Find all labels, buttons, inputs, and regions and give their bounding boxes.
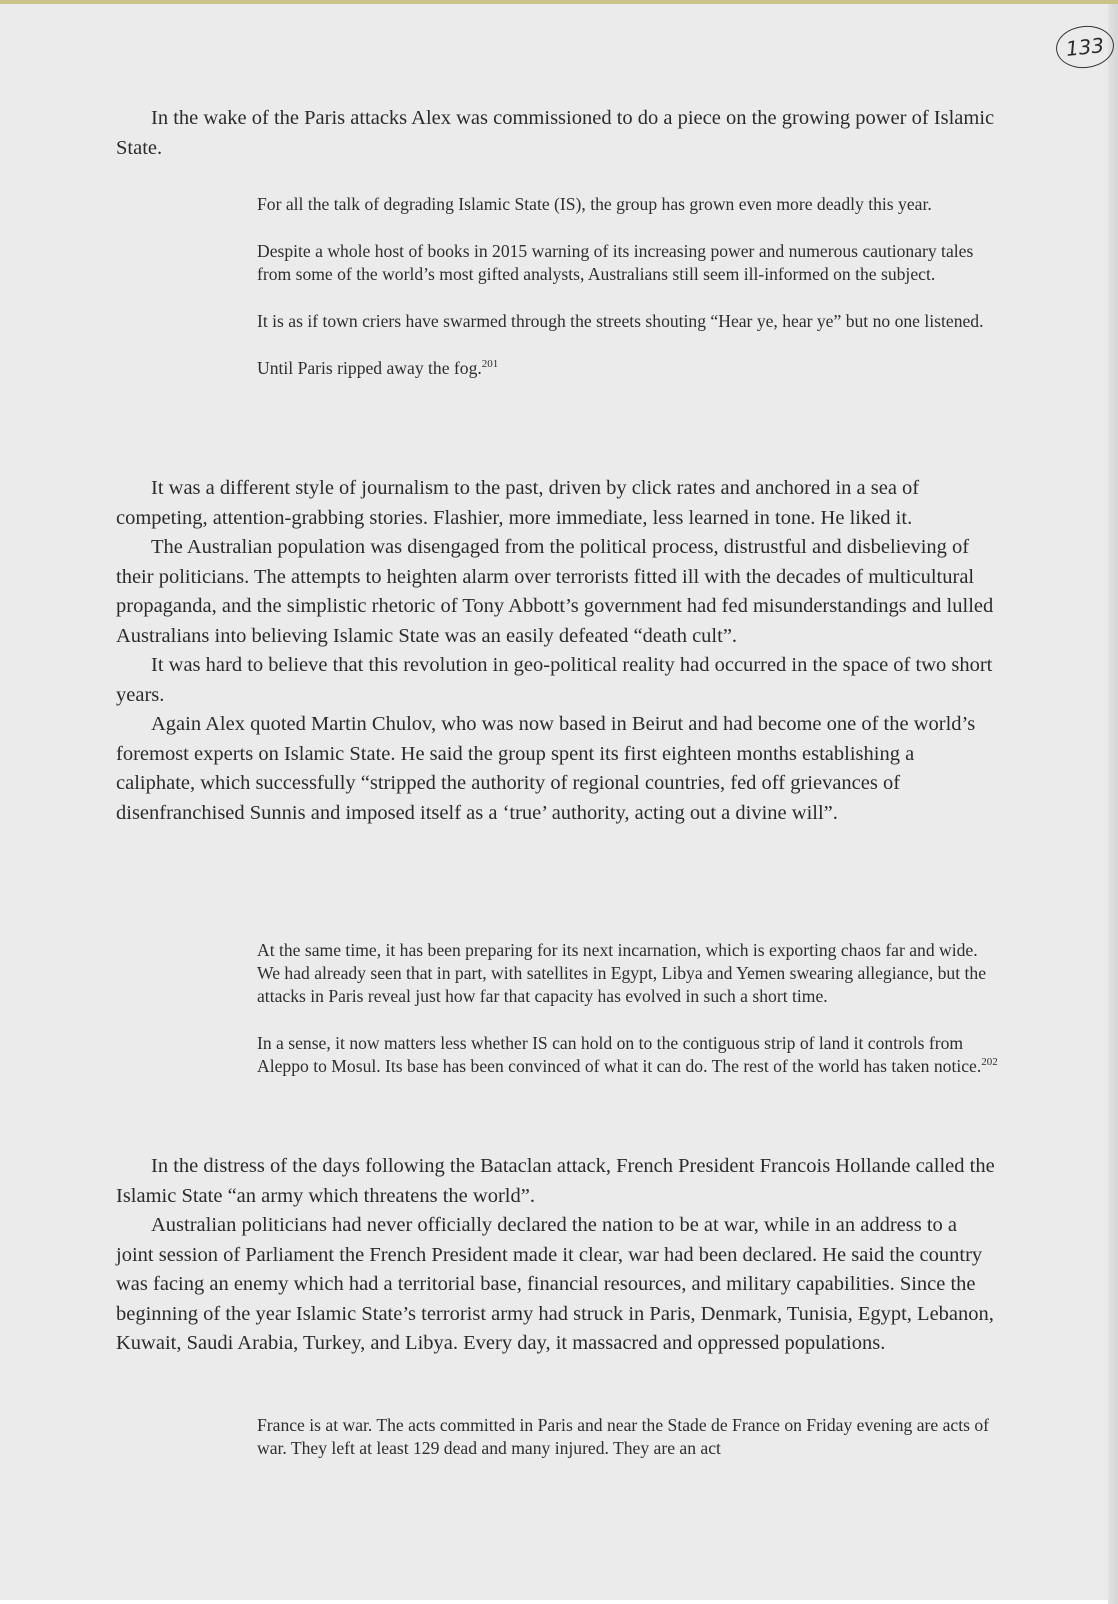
- body-paragraph: The Australian population was disengaged from the political process, distrustful and disbelieving of their politicians. The attempts to heighten alarm over terrorists fitted ill with the decades of multicultural propaganda, and the simplistic rhetoric of Tony Abbott’s government had fed misunderstandings and lulled Australians into believing Islamic State was an easily defeated “death cult”.: [116, 536, 994, 647]
- page-edge: [1108, 4, 1118, 1604]
- body-paragraph: It was a different style of journalism to the past, driven by click rates and anchored in a sea of competing, attention-grabbing stories. Flashier, more immediate, less learned in tone. He liked it.: [116, 477, 920, 529]
- quote-paragraph: [257, 939, 1002, 1008]
- quote-paragraph: [257, 240, 1002, 286]
- quote-paragraph: [257, 1032, 1002, 1078]
- quote-text: Until Paris ripped away the fog.: [257, 358, 482, 378]
- body-paragraph-group: [116, 104, 996, 163]
- block-quote: [257, 1414, 1002, 1460]
- quote-text: For all the talk of degrading Islamic State (IS), the group has grown even more deadly this year.: [257, 194, 932, 214]
- quote-paragraph: [257, 1414, 1002, 1460]
- quote-paragraph: [257, 357, 1002, 380]
- quote-text: In a sense, it now matters less whether IS can hold on to the contiguous strip of land it controls from Aleppo to Mosul. Its base has been convinced of what it can do. The rest of the world has taken notice.: [257, 1033, 982, 1076]
- body-paragraph: It was hard to believe that this revolution in geo-political reality had occurred in the space of two short years.: [116, 654, 993, 706]
- block-quote: [257, 939, 1002, 1078]
- quote-text: France is at war. The acts committed in Paris and near the Stade de France on Friday evening are acts of war. They left at least 129 dead and many injured. They are an act: [257, 1415, 990, 1458]
- page-number: 133: [1054, 23, 1116, 71]
- block-quote: [257, 193, 1002, 380]
- body-paragraph-group: [116, 1152, 996, 1359]
- quote-paragraph: [257, 310, 1002, 333]
- quote-text: Despite a whole host of books in 2015 warning of its increasing power and numerous cautionary tales from some of the world’s most gifted analysts, Australians still seem ill-informed on the subject.: [257, 241, 974, 284]
- body-paragraph-group: [116, 474, 996, 828]
- body-paragraph: In the distress of the days following the Bataclan attack, French President Francois Hollande called the Islamic State “an army which threatens the world”.: [116, 1155, 995, 1207]
- footnote-marker: 201: [481, 358, 499, 370]
- quote-text: It is as if town criers have swarmed through the streets shouting “Hear ye, hear ye” but no one listened.: [257, 311, 984, 331]
- footnote-marker: 202: [981, 1056, 998, 1068]
- quote-paragraph: [257, 193, 1002, 216]
- body-paragraph: In the wake of the Paris attacks Alex was commissioned to do a piece on the growing power of Islamic State.: [116, 107, 995, 159]
- quote-text: At the same time, it has been preparing for its next incarnation, which is exporting chaos far and wide. We had already seen that in part, with satellites in Egypt, Libya and Yemen swearing allegiance, but the attacks in Paris reveal just how far that capacity has evolved in such a short time.: [257, 940, 986, 1006]
- body-paragraph: Australian politicians had never officially declared the nation to be at war, while in an address to a joint session of Parliament the French President made it clear, war had been declared. He said the country was facing an enemy which had a territorial base, financial resources, and military capabilities. Since the beginning of the year Islamic State’s terrorist army had struck in Paris, Denmark, Tunisia, Egypt, Lebanon, Kuwait, Saudi Arabia, Turkey, and Libya. Every day, it massacred and oppressed populations.: [116, 1214, 994, 1354]
- body-paragraph: Again Alex quoted Martin Chulov, who was now based in Beirut and had become one of the world’s foremost experts on Islamic State. He said the group spent its first eighteen months establishing a caliphate, which successfully “stripped the authority of regional countries, fed off grievances of disenfranchised Sunnis and imposed itself as a ‘true’ authority, acting out a divine will”.: [116, 713, 976, 824]
